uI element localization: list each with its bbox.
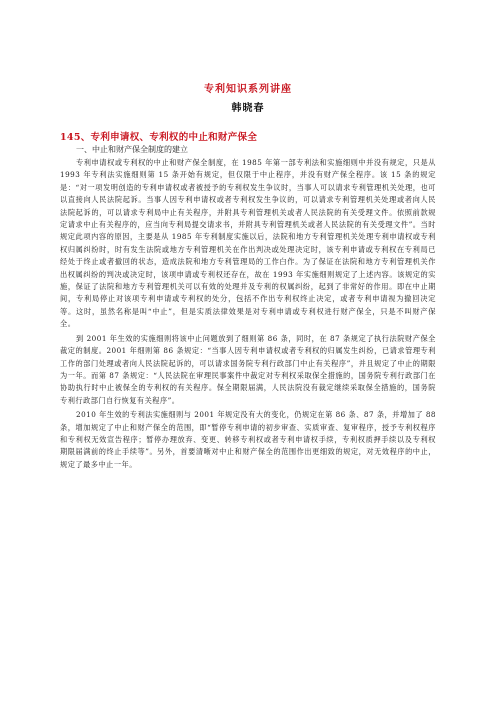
section-heading: 145、专利申请权、专利权的中止和财产保全 [60,132,258,143]
document-body [60,157,436,473]
document-title: 专利知识系列讲座 [204,84,292,95]
paragraph-3: 2010 年生效的专利法实施细则与 2001 年规定没有大的变化，仍规定在第 86 条、87 条，并增加了 88 条，增加规定了中止和财产保全的范围，即“暂停专利申请的初步审查、实质审查、复审程序，授予专利权程序和专利权无效宣告程序；暂停办理放弃、变更、转移专利权或者专利申请权手续，专利权质押手续以及专利权期限届满前的终止手续等”。另外，首要清晰对中止和财产保全的范围作出更细致的规定，对无效程序的中止，规定了最多中止一年。 [60,410,436,469]
paragraph-2: 到 2001 年生效的实施细则将该中止问题放到了细则第 86 条，同时，在 87 条规定了执行法院财产保全裁定的制度。2001 年细则第 86 条规定：“当事人因专利申请权或者专利权的归属发生纠纷，已请求管理专利工作的部门处理或者向人民法院起诉的，可以请求国务院专利行政部门中止有关程序”，并且规定了中止的期限为一年。而第 87 条规定：“人民法院在审理民事案件中裁定对专利权采取保全措施的，国务院专利行政部门在协助执行时中止被保全的专利权的有关程序。保全期限届满，人民法院没有裁定继续采取保全措施的，国务院专利行政部门自行恢复有关程序”。 [60,333,436,405]
paragraph-1: 专利申请权或专利权的中止和财产保全制度，在 1985 年第一部专利法和实施细则中并没有规定，只是从 1993 年专利法实施细则第 15 条开始有规定，但仅限于中止程序，并没有财产保全程序。该 15 条的规定是：“对一项发明创造的专利申请权或者被授予的专利权发生争议时，当事人可以请求专利管理机关处理，也可以直接向人民法院起诉。当事人因专利申请权或者专利权发生争议的，可以请求专利管理机关处理或者向人民法院起诉的，可以请求专利局中止有关程序，并附具专利管理机关或者人民法院的有关受理文件。依照前款规定请求中止有关程序的，应当向专利局提交请求书，并附具专利管理机关或者人民法院的有关受理文件”。当时规定此项内容的原因，主要是从 1985 年专利制度实施以后，法院和地方专利管理机关处理专利申请权或专利权归属纠纷时，时有发生法院或地方专利管理机关在作出判决或处理决定时，该专利申请或专利权在专利局已经处于终止或者撤回的状态，造成法院和地方专利管理局的工作白作。为了保证在法院和地方专利管理机关作出权属纠纷的判决或决定时，该项申请或专利权还存在，故在 1993 年实施细则规定了上述内容。该规定的实施，保证了法院和地方专利管理机关可以有效的处理并及专利的权属纠纷，起到了非常好的作用。即在中止期间，专利局停止对该项专利申请或专利权的处分，包括不作出专利权终止决定，或者专利申请视为撤回决定等。这时，虽然名称是叫“中止”，但是实质法律效果是对专利申请或专利权进行财产保全，只是不叫财产保全。 [60,158,436,329]
subheading: 一、中止和财产保全制度的建立 [76,145,188,154]
document-author: 韩晓春 [231,103,265,114]
